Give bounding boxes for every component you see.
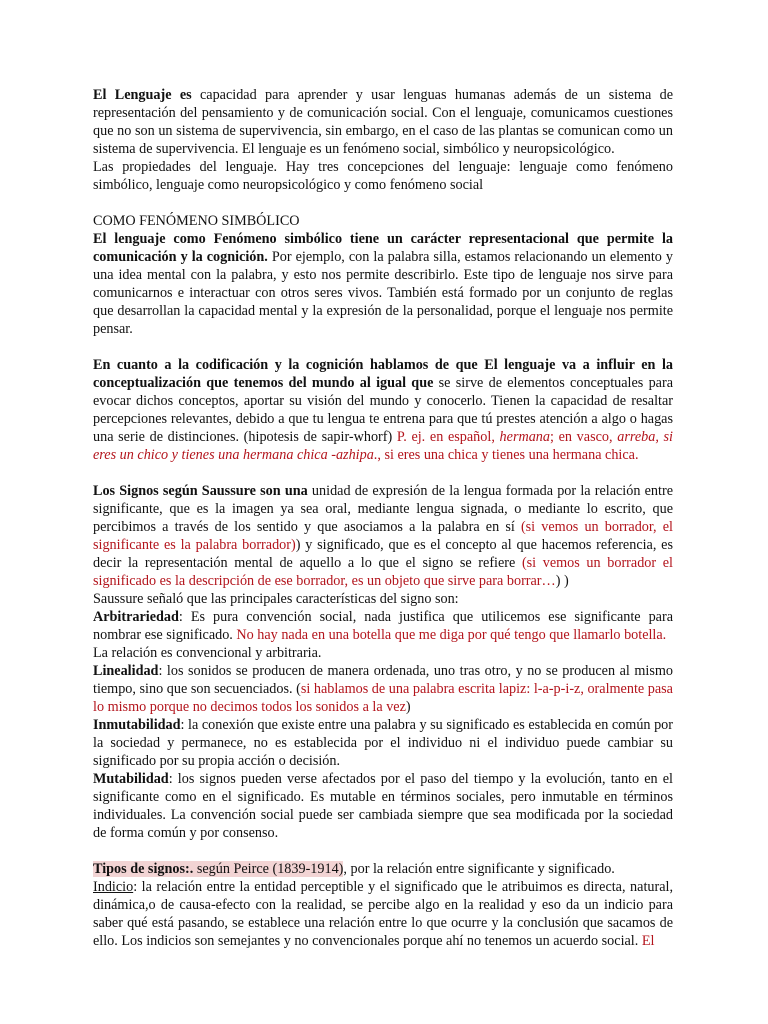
item-linealidad [93,662,673,716]
term: Mutabilidad [93,771,169,787]
paragraph-text: : la relación entre la entidad perceptible y el significado que le atribuimos es directa, natural, dinámica,o de causa-efecto con la realidad, se percibe algo en la realidad y eso da un indicio para saber qué está pasando, se establece una relación entre lo que ocurre y la conclusión que sacamos de ello. Los indicios son semejantes y no convencionales porque ahí no tenemos un acuerdo social. [93,879,673,949]
paragraph-codification [93,356,673,464]
bold-statement: Tipos de signos:. [93,861,194,877]
paragraph-text: ) y significado, que es el concepto al que hacemos referencia, es decir la representación mental de aquello a lo que el signo se refiere [93,537,674,571]
paragraph-saussure [93,482,673,590]
item-indicio [93,878,673,950]
paragraph-definition [93,86,673,158]
paragraph-relation: La relación es convencional y arbitraria. [93,645,322,661]
paragraph-characteristics: Saussure señaló que las principales características del signo son: [93,591,459,607]
paragraph-tipos [93,860,673,878]
paragraph-text: : la conexión que existe entre una palabra y su significado es establecida en común por la sociedad y permanece, no es establecida por el individuo ni el individuo puede cambiar su significado por su propia acción o decisión. [93,717,673,769]
paragraph-text: ) [405,699,411,715]
term-lenguaje: El Lenguaje es [93,87,192,103]
paragraph-symbolic [93,230,673,338]
item-inmutabilidad [93,716,673,770]
example-italic: hermana [499,429,550,445]
highlighted-heading [93,861,343,877]
spacer [93,194,673,212]
term: Indicio [93,879,134,895]
paragraph-text: capacidad para aprender y usar lenguas humanas además de un sistema de representación del pensamiento y de comunicación social. Con el lenguaje, comunicamos cuestiones que no son un sistema de supervivencia, sin embargo, en el caso de las plantas se comunican como un sistema de supervivencia. El lenguaje es un fenómeno social, simbólico y neuropsicológico. [93,87,673,157]
example-text: si hablamos de una palabra escrita lapiz: l-a-p-i-z, oralmente pasa lo mismo porque no decimos todos los sonidos a la vez [93,681,673,715]
paragraph-text: : los signos pueden verse afectados por el paso del tiempo y la evolución, tanto en el significante como en el significado. Es mutable en términos sociales, pero inmutable en términos individuales. La convención social puede ser cambiada siempre que sea modificada por la sociedad de forma común y por consenso. [93,771,673,841]
document-page [93,86,673,950]
term: Arbitrariedad [93,609,179,625]
example-text: (si vemos un borrador, el significante es la palabra borrador) [93,519,673,553]
bold-statement: El lenguaje como Fenómeno simbólico tiene un carácter representacional que permite la comunicación y la cognición. [93,231,673,265]
paragraph-properties: Las propiedades del lenguaje. Hay tres concepciones del lenguaje: lenguaje como fenómeno simbólico, lenguaje como neuropsicológico y como fenómeno social [93,159,673,193]
highlighted-text: según Peirce (1839-1914) [193,861,344,877]
spacer [93,464,673,482]
bold-statement: Los Signos según Saussure son una [93,483,308,499]
example-text: ; en vasco, [550,429,618,445]
paragraph-text: : los sonidos se producen de manera ordenada, uno tras otro, y no se producen al mismo tiempo, sino que son secuenciados. ( [93,663,673,697]
paragraph-text: , por la relación entre significante y significado. [343,861,615,877]
example-text: (si vemos un borrador el significado es la descripción de ese borrador, es un objeto que sirve para borrar… [93,555,673,589]
spacer [93,338,673,356]
item-mutabilidad [93,770,673,842]
term: Linealidad [93,663,159,679]
paragraph-text: ) ) [555,573,569,589]
bold-statement: En cuanto a la codificación y la cognición hablamos de que El lenguaje va a influir en la conceptualización que tenemos del mundo al igual que [93,357,673,391]
item-arbitrariedad [93,608,673,644]
paragraph-text: : Es pura convención social, nada justifica que utilicemos ese significante para nombrar ese significado. [93,609,673,643]
paragraph-text: unidad de expresión de la lengua formada por la relación entre significante, que es la imagen ya sea oral, mediante lengua signada, o mediante lo escrito, que percibimos a través de los sentido y que asociamos a la palabra en sí [93,483,673,535]
term: Inmutabilidad [93,717,181,733]
section-heading: COMO FENÓMENO SIMBÓLICO [93,213,300,229]
spacer [93,842,673,860]
example-text: P. ej. en español, [396,429,500,445]
example-text: El [641,933,655,949]
example-italic: arreba, si eres un chico y tienes una hermana chica -azhipa [93,429,673,463]
paragraph-text: Por ejemplo, con la palabra silla, estamos relacionando un elemento y una idea mental con la palabra, y esto nos permite describirlo. Este tipo de lenguaje nos sirve para comunicarnos e interactuar con otros seres vivos. También está formado por un conjunto de reglas que desarrollan la capacidad mental y la expresión de la personalidad, porque el lenguaje nos permite pensar. [93,249,673,337]
example-text: ., si eres una chica y tienes una hermana chica. [373,447,639,463]
example-text: No hay nada en una botella que me diga por qué tengo que llamarlo botella. [236,627,667,643]
paragraph-text: se sirve de elementos conceptuales para evocar dichos conceptos, aportar su visión del mundo y conocerlo. Tienen la capacidad de resaltar percepciones relevantes, debido a que tu lengua te entrena para que tú prestes atención a algo o hagas una serie de distinciones. (hipotesis de sapir-whorf) [93,375,674,445]
